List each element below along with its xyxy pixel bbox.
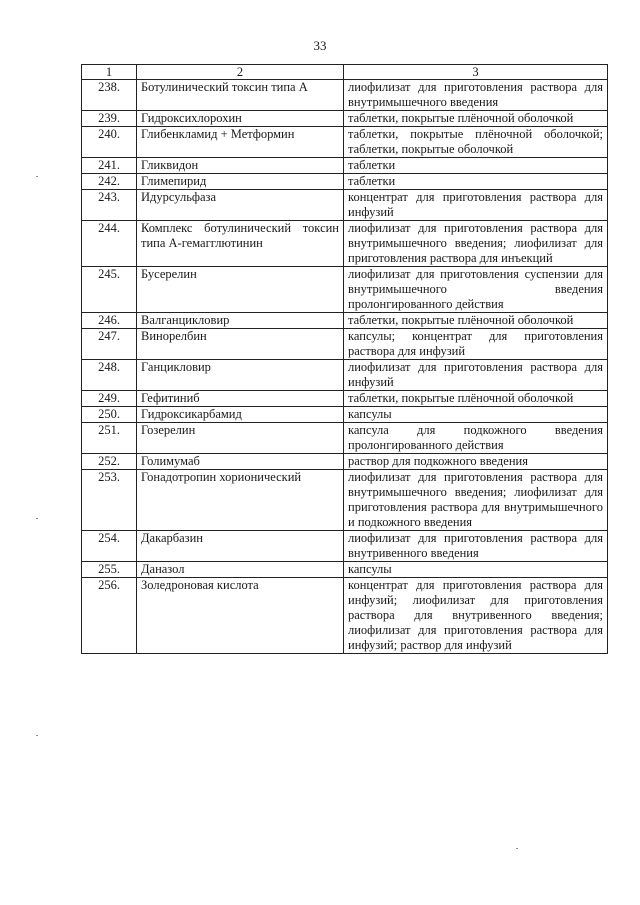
row-number: 241. [82, 158, 137, 174]
scan-speck [36, 176, 38, 177]
row-number: 242. [82, 174, 137, 190]
table-row [82, 454, 608, 470]
drug-name: Бусерелин [137, 267, 344, 313]
dosage-form: таблетки, покрытые плёночной оболочкой; таблетки, покрытые оболочкой [344, 127, 608, 158]
dosage-form: лиофилизат для приготовления суспензии для внутримышечного введения пролонгированного действия [344, 267, 608, 313]
column-header-name: 2 [137, 65, 344, 80]
table-row [82, 80, 608, 111]
row-number: 245. [82, 267, 137, 313]
drug-name: Гонадотропин хорионический [137, 470, 344, 531]
drug-name: Гидроксикарбамид [137, 407, 344, 423]
table-header-row [82, 65, 608, 80]
row-number: 250. [82, 407, 137, 423]
dosage-form: капсулы [344, 407, 608, 423]
drug-table [81, 64, 608, 654]
row-number: 251. [82, 423, 137, 454]
page-number: 33 [313, 38, 327, 53]
dosage-form: лиофилизат для приготовления раствора для внутривенного введения [344, 531, 608, 562]
table-row [82, 531, 608, 562]
dosage-form: лиофилизат для приготовления раствора для внутримышечного введения; лиофилизат для приготовления раствора для инъекций [344, 221, 608, 267]
drug-name: Валганцикловир [137, 313, 344, 329]
row-number: 243. [82, 190, 137, 221]
row-number: 246. [82, 313, 137, 329]
dosage-form: лиофилизат для приготовления раствора для внутримышечного введения [344, 80, 608, 111]
drug-name: Комплекс ботулинический токсин типа А-гемагглютинин [137, 221, 344, 267]
drug-name: Ганцикловир [137, 360, 344, 391]
table-row [82, 158, 608, 174]
table-row [82, 391, 608, 407]
table-row [82, 111, 608, 127]
table-row [82, 127, 608, 158]
drug-name: Дакарбазин [137, 531, 344, 562]
drug-name: Ботулинический токсин типа А [137, 80, 344, 111]
dosage-form: капсула для подкожного введения пролонгированного действия [344, 423, 608, 454]
dosage-form: таблетки [344, 158, 608, 174]
table-row [82, 407, 608, 423]
dosage-form: раствор для подкожного введения [344, 454, 608, 470]
row-number: 253. [82, 470, 137, 531]
row-number: 249. [82, 391, 137, 407]
dosage-form: таблетки, покрытые плёночной оболочкой [344, 313, 608, 329]
dosage-form: таблетки, покрытые плёночной оболочкой [344, 391, 608, 407]
drug-name: Даназол [137, 562, 344, 578]
row-number: 239. [82, 111, 137, 127]
row-number: 248. [82, 360, 137, 391]
row-number: 244. [82, 221, 137, 267]
table-row [82, 174, 608, 190]
dosage-form: капсулы [344, 562, 608, 578]
dosage-form: таблетки, покрытые плёночной оболочкой [344, 111, 608, 127]
dosage-form: концентрат для приготовления раствора для инфузий [344, 190, 608, 221]
table-row [82, 423, 608, 454]
drug-name: Гликвидон [137, 158, 344, 174]
dosage-form: капсулы; концентрат для приготовления раствора для инфузий [344, 329, 608, 360]
scan-speck [516, 848, 518, 849]
row-number: 252. [82, 454, 137, 470]
drug-name: Винорелбин [137, 329, 344, 360]
row-number: 254. [82, 531, 137, 562]
drug-name: Глимепирид [137, 174, 344, 190]
drug-name: Гефитиниб [137, 391, 344, 407]
table-row [82, 470, 608, 531]
row-number: 238. [82, 80, 137, 111]
drug-name: Золедроновая кислота [137, 578, 344, 654]
dosage-form: таблетки [344, 174, 608, 190]
table-row [82, 578, 608, 654]
row-number: 247. [82, 329, 137, 360]
table-row [82, 562, 608, 578]
scan-speck [36, 735, 38, 736]
table-row [82, 329, 608, 360]
row-number: 240. [82, 127, 137, 158]
column-header-form: 3 [344, 65, 608, 80]
drug-name: Голимумаб [137, 454, 344, 470]
table-row [82, 221, 608, 267]
drug-name: Гозерелин [137, 423, 344, 454]
dosage-form: лиофилизат для приготовления раствора для инфузий [344, 360, 608, 391]
drug-name: Идурсульфаза [137, 190, 344, 221]
table-row [82, 360, 608, 391]
dosage-form: лиофилизат для приготовления раствора для внутримышечного введения; лиофилизат для приготовления раствора для внутримышечного и подкожного введения [344, 470, 608, 531]
scan-speck [36, 518, 38, 519]
row-number: 255. [82, 562, 137, 578]
table-row [82, 313, 608, 329]
column-header-number: 1 [82, 65, 137, 80]
table-row [82, 267, 608, 313]
drug-name: Гидроксихлорохин [137, 111, 344, 127]
drug-name: Глибенкламид + Метформин [137, 127, 344, 158]
table-row [82, 190, 608, 221]
dosage-form: концентрат для приготовления раствора для инфузий; лиофилизат для приготовления раствора для внутривенного введения; лиофилизат для приготовления раствора для инфузий; раствор для инфузий [344, 578, 608, 654]
row-number: 256. [82, 578, 137, 654]
